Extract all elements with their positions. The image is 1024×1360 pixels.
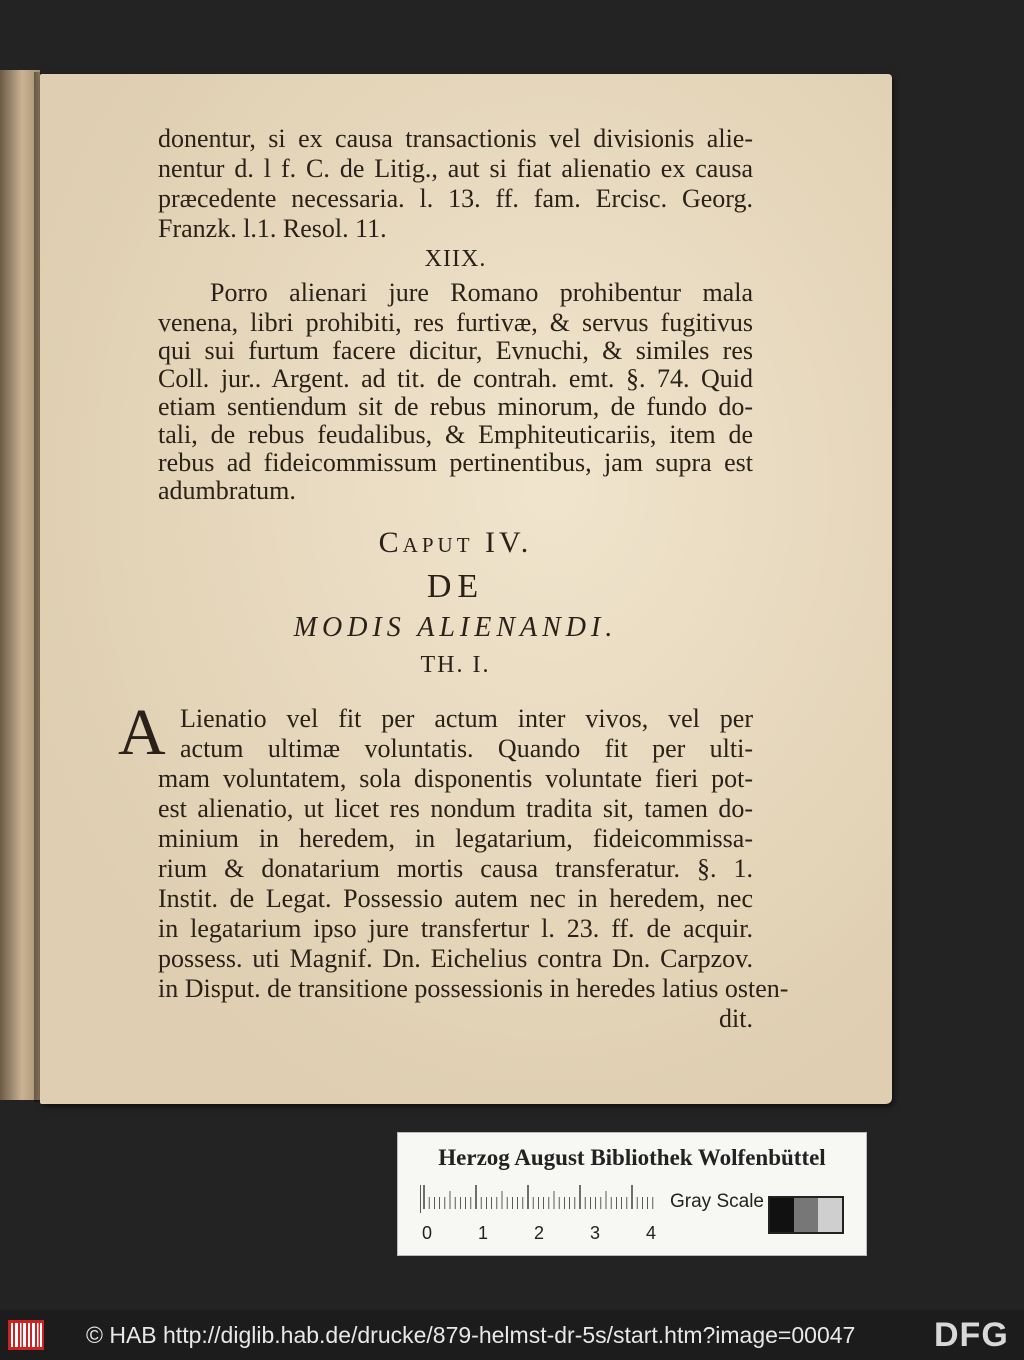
color-calibration-card — [397, 1132, 867, 1256]
swatch-mid — [794, 1198, 818, 1232]
card-title: Herzog August Bibliothek Wolfenbüttel — [438, 1145, 826, 1170]
ruler-label: 2 — [534, 1223, 545, 1243]
chapter-label: Caput IV. — [378, 526, 533, 559]
ruler-label: 0 — [422, 1223, 433, 1243]
thesis-label: TH. I. — [420, 652, 491, 678]
text-line: rium & donatarium mortis causa transferatur. §. 1. — [158, 854, 753, 883]
text-line: est alienatio, ut licet res nondum tradita sit, tamen do- — [158, 794, 753, 823]
text-line: in Disput. de transitione possessionis in heredes latius osten- — [158, 974, 789, 1003]
book-page — [40, 74, 892, 1104]
text-line: minium in heredem, in legatarium, fideicommissa- — [158, 824, 753, 853]
ruler-label: 4 — [646, 1223, 657, 1243]
footer-bar — [0, 1310, 1024, 1360]
text-line: venena, libri prohibiti, res furtivæ, & servus fugitivus — [158, 308, 753, 337]
text-line: actum ultimæ voluntatis. Quando fit per ulti- — [180, 734, 753, 763]
ruler — [420, 1183, 660, 1217]
text-line: Instit. de Legat. Possessio autem nec in heredem, nec — [158, 884, 753, 913]
catchword: dit. — [719, 1004, 753, 1033]
text-line: mam voluntatem, sola disponentis voluntate fieri pot- — [158, 764, 753, 793]
text-line: possess. uti Magnif. Dn. Eichelius contra Dn. Carpzov. — [158, 944, 753, 973]
gray-scale-label: Gray Scale — [670, 1191, 764, 1212]
text-line: etiam sentiendum sit de rebus minorum, de fundo do- — [158, 392, 753, 421]
text-line: adumbratum. — [158, 476, 296, 505]
barcode-icon — [8, 1320, 44, 1350]
gray-scale-swatch — [768, 1196, 844, 1234]
text-line: rebus ad fideicommissum pertinentibus, jam supra est — [158, 448, 753, 477]
swatch-light — [818, 1198, 842, 1232]
ruler-label: 1 — [478, 1223, 489, 1243]
chapter-title: MODIS ALIENANDI. — [293, 612, 618, 643]
text-line: Porro alienari jure Romano prohibentur mala — [210, 278, 753, 307]
text-line: Lienatio vel fit per actum inter vivos, vel per — [180, 704, 753, 733]
text-line: præcedente necessaria. l. 13. ff. fam. Ercisc. Georg. — [158, 184, 753, 213]
swatch-dark — [770, 1198, 794, 1232]
footer-url[interactable]: © HAB http://diglib.hab.de/drucke/879-helmst-dr-5s/start.htm?image=00047 — [86, 1322, 856, 1348]
dfg-logo: DFG — [934, 1316, 1009, 1354]
text-line: in legatarium ipso jure transfertur l. 23. ff. de acquir. — [158, 914, 753, 943]
drop-cap: A — [118, 696, 166, 769]
text-line: nentur d. l f. C. de Litig., aut si fiat alienatio ex causa — [158, 154, 753, 183]
text-line: donentur, si ex causa transactionis vel divisionis alie- — [158, 124, 753, 153]
text-line: qui sui furtum facere dicitur, Evnuchi, & similes res — [158, 336, 753, 365]
section-heading: XIIX. — [424, 246, 487, 272]
chapter-de: DE — [426, 568, 485, 605]
ruler-label: 3 — [590, 1223, 601, 1243]
text-line: Franzk. l.1. Resol. 11. — [158, 214, 387, 243]
text-line: Coll. jur.. Argent. ad tit. de contrah. emt. §. 74. Quid — [158, 364, 753, 393]
text-line: tali, de rebus feudalibus, & Emphiteuticariis, item de — [158, 420, 753, 449]
